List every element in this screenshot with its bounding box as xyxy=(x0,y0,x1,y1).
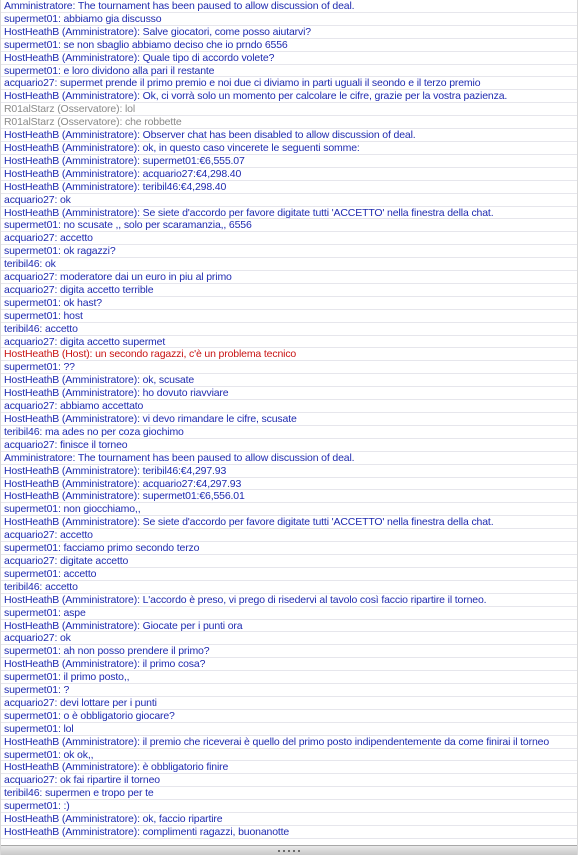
chat-message: supermet01: e loro dividono alla pari il restante xyxy=(1,65,577,78)
chat-message: acquario27: digita accetto supermet xyxy=(1,336,577,349)
chat-message: HostHeathB (Amministratore): acquario27:€4,298.40 xyxy=(1,168,577,181)
chat-message: acquario27: finisce il torneo xyxy=(1,439,577,452)
chat-message: supermet01: ?? xyxy=(1,361,577,374)
chat-message: acquario27: devi lottare per i punti xyxy=(1,697,577,710)
chat-message: supermet01: non giocchiamo,, xyxy=(1,503,577,516)
chat-log[interactable] xyxy=(1,0,577,845)
chat-message: HostHeathB (Amministratore): ok, in questo caso vincerete le seguenti somme: xyxy=(1,142,577,155)
chat-message: teribil46: ma ades no per coza giochimo xyxy=(1,426,577,439)
grip-handle-icon xyxy=(278,850,300,852)
chat-message: HostHeathB (Amministratore): ok, faccio ripartire xyxy=(1,813,577,826)
chat-message: HostHeathB (Amministratore): ho dovuto riavviare xyxy=(1,387,577,400)
chat-message: teribil46: accetto xyxy=(1,581,577,594)
chat-message: supermet01: facciamo primo secondo terzo xyxy=(1,542,577,555)
chat-message: HostHeathB (Amministratore): il primo cosa? xyxy=(1,658,577,671)
resize-splitter[interactable] xyxy=(1,845,577,855)
chat-message: teribil46: ok xyxy=(1,258,577,271)
chat-message: Amministratore: The tournament has been paused to allow discussion of deal. xyxy=(1,452,577,465)
chat-message: HostHeathB (Amministratore): Se siete d'accordo per favore digitate tutti 'ACCETTO' nella finestra della chat. xyxy=(1,207,577,220)
chat-message: HostHeathB (Amministratore): Salve giocatori, come posso aiutarvi? xyxy=(1,26,577,39)
chat-message: supermet01: il primo posto,, xyxy=(1,671,577,684)
chat-message: supermet01: :) xyxy=(1,800,577,813)
chat-message: Amministratore: The tournament has been paused to allow discussion of deal. xyxy=(1,0,577,13)
chat-message: HostHeathB (Amministratore): acquario27:€4,297.93 xyxy=(1,478,577,491)
chat-message: supermet01: ok ragazzi? xyxy=(1,245,577,258)
chat-message: HostHeathB (Amministratore): ok, scusate xyxy=(1,374,577,387)
chat-message: acquario27: abbiamo accettato xyxy=(1,400,577,413)
chat-message: supermet01: accetto xyxy=(1,568,577,581)
chat-message: acquario27: ok xyxy=(1,194,577,207)
chat-message: HostHeathB (Amministratore): Giocate per i punti ora xyxy=(1,620,577,633)
chat-message: HostHeathB (Amministratore): supermet01:€6,555.07 xyxy=(1,155,577,168)
chat-message: teribil46: accetto xyxy=(1,323,577,336)
chat-message: HostHeathB (Amministratore): Quale tipo di accordo volete? xyxy=(1,52,577,65)
chat-message: R01alStarz (Osservatore): che robbette xyxy=(1,116,577,129)
chat-message: HostHeathB (Amministratore): il premio che riceverai è quello del primo posto indipendentemente da come finirai il torneo xyxy=(1,736,577,749)
chat-message: supermet01: aspe xyxy=(1,607,577,620)
chat-message: R01alStarz (Osservatore): lol xyxy=(1,103,577,116)
chat-message: acquario27: accetto xyxy=(1,529,577,542)
chat-message: HostHeathB (Amministratore): teribil46:€4,297.93 xyxy=(1,465,577,478)
chat-message: supermet01: ok hast? xyxy=(1,297,577,310)
chat-message: supermet01: ah non posso prendere il primo? xyxy=(1,645,577,658)
chat-message: HostHeathB (Amministratore): Observer chat has been disabled to allow discussion of deal. xyxy=(1,129,577,142)
chat-message: supermet01: host xyxy=(1,310,577,323)
chat-message: supermet01: ? xyxy=(1,684,577,697)
chat-message: HostHeathB (Amministratore): è obbligatorio finire xyxy=(1,761,577,774)
chat-message: HostHeathB (Amministratore): teribil46:€4,298.40 xyxy=(1,181,577,194)
chat-message: supermet01: se non sbaglio abbiamo deciso che io prndo 6556 xyxy=(1,39,577,52)
chat-message: acquario27: ok xyxy=(1,632,577,645)
chat-message: supermet01: abbiamo gia discusso xyxy=(1,13,577,26)
chat-message: supermet01: o è obbligatorio giocare? xyxy=(1,710,577,723)
chat-message: HostHeathB (Amministratore): L'accordo è preso, vi prego di risedervi al tavolo così faccio ripartire il torneo. xyxy=(1,594,577,607)
chat-message: HostHeathB (Amministratore): supermet01:€6,556.01 xyxy=(1,490,577,503)
chat-message: supermet01: lol xyxy=(1,723,577,736)
chat-message: supermet01: no scusate ,, solo per scaramanzia,, 6556 xyxy=(1,219,577,232)
chat-message: HostHeathB (Amministratore): complimenti ragazzi, buonanotte xyxy=(1,826,577,839)
chat-message: acquario27: ok fai ripartire il torneo xyxy=(1,774,577,787)
chat-message: HostHeathB (Host): un secondo ragazzi, c'è un problema tecnico xyxy=(1,348,577,361)
chat-message: acquario27: digita accetto terrible xyxy=(1,284,577,297)
chat-message: acquario27: moderatore dai un euro in piu al primo xyxy=(1,271,577,284)
chat-message: teribil46: supermen e tropo per te xyxy=(1,787,577,800)
chat-message: supermet01: ok ok,, xyxy=(1,749,577,762)
chat-message: HostHeathB (Amministratore): Ok, ci vorrà solo un momento per calcolare le cifre, grazie per la vostra pazienza. xyxy=(1,90,577,103)
chat-message: HostHeathB (Amministratore): Se siete d'accordo per favore digitate tutti 'ACCETTO' nella finestra della chat. xyxy=(1,516,577,529)
chat-message: acquario27: accetto xyxy=(1,232,577,245)
chat-message: acquario27: supermet prende il primo premio e noi due ci diviamo in parti uguali il seondo e il terzo premio xyxy=(1,77,577,90)
chat-message: acquario27: digitate accetto xyxy=(1,555,577,568)
chat-message: HostHeathB (Amministratore): vi devo rimandare le cifre, scusate xyxy=(1,413,577,426)
